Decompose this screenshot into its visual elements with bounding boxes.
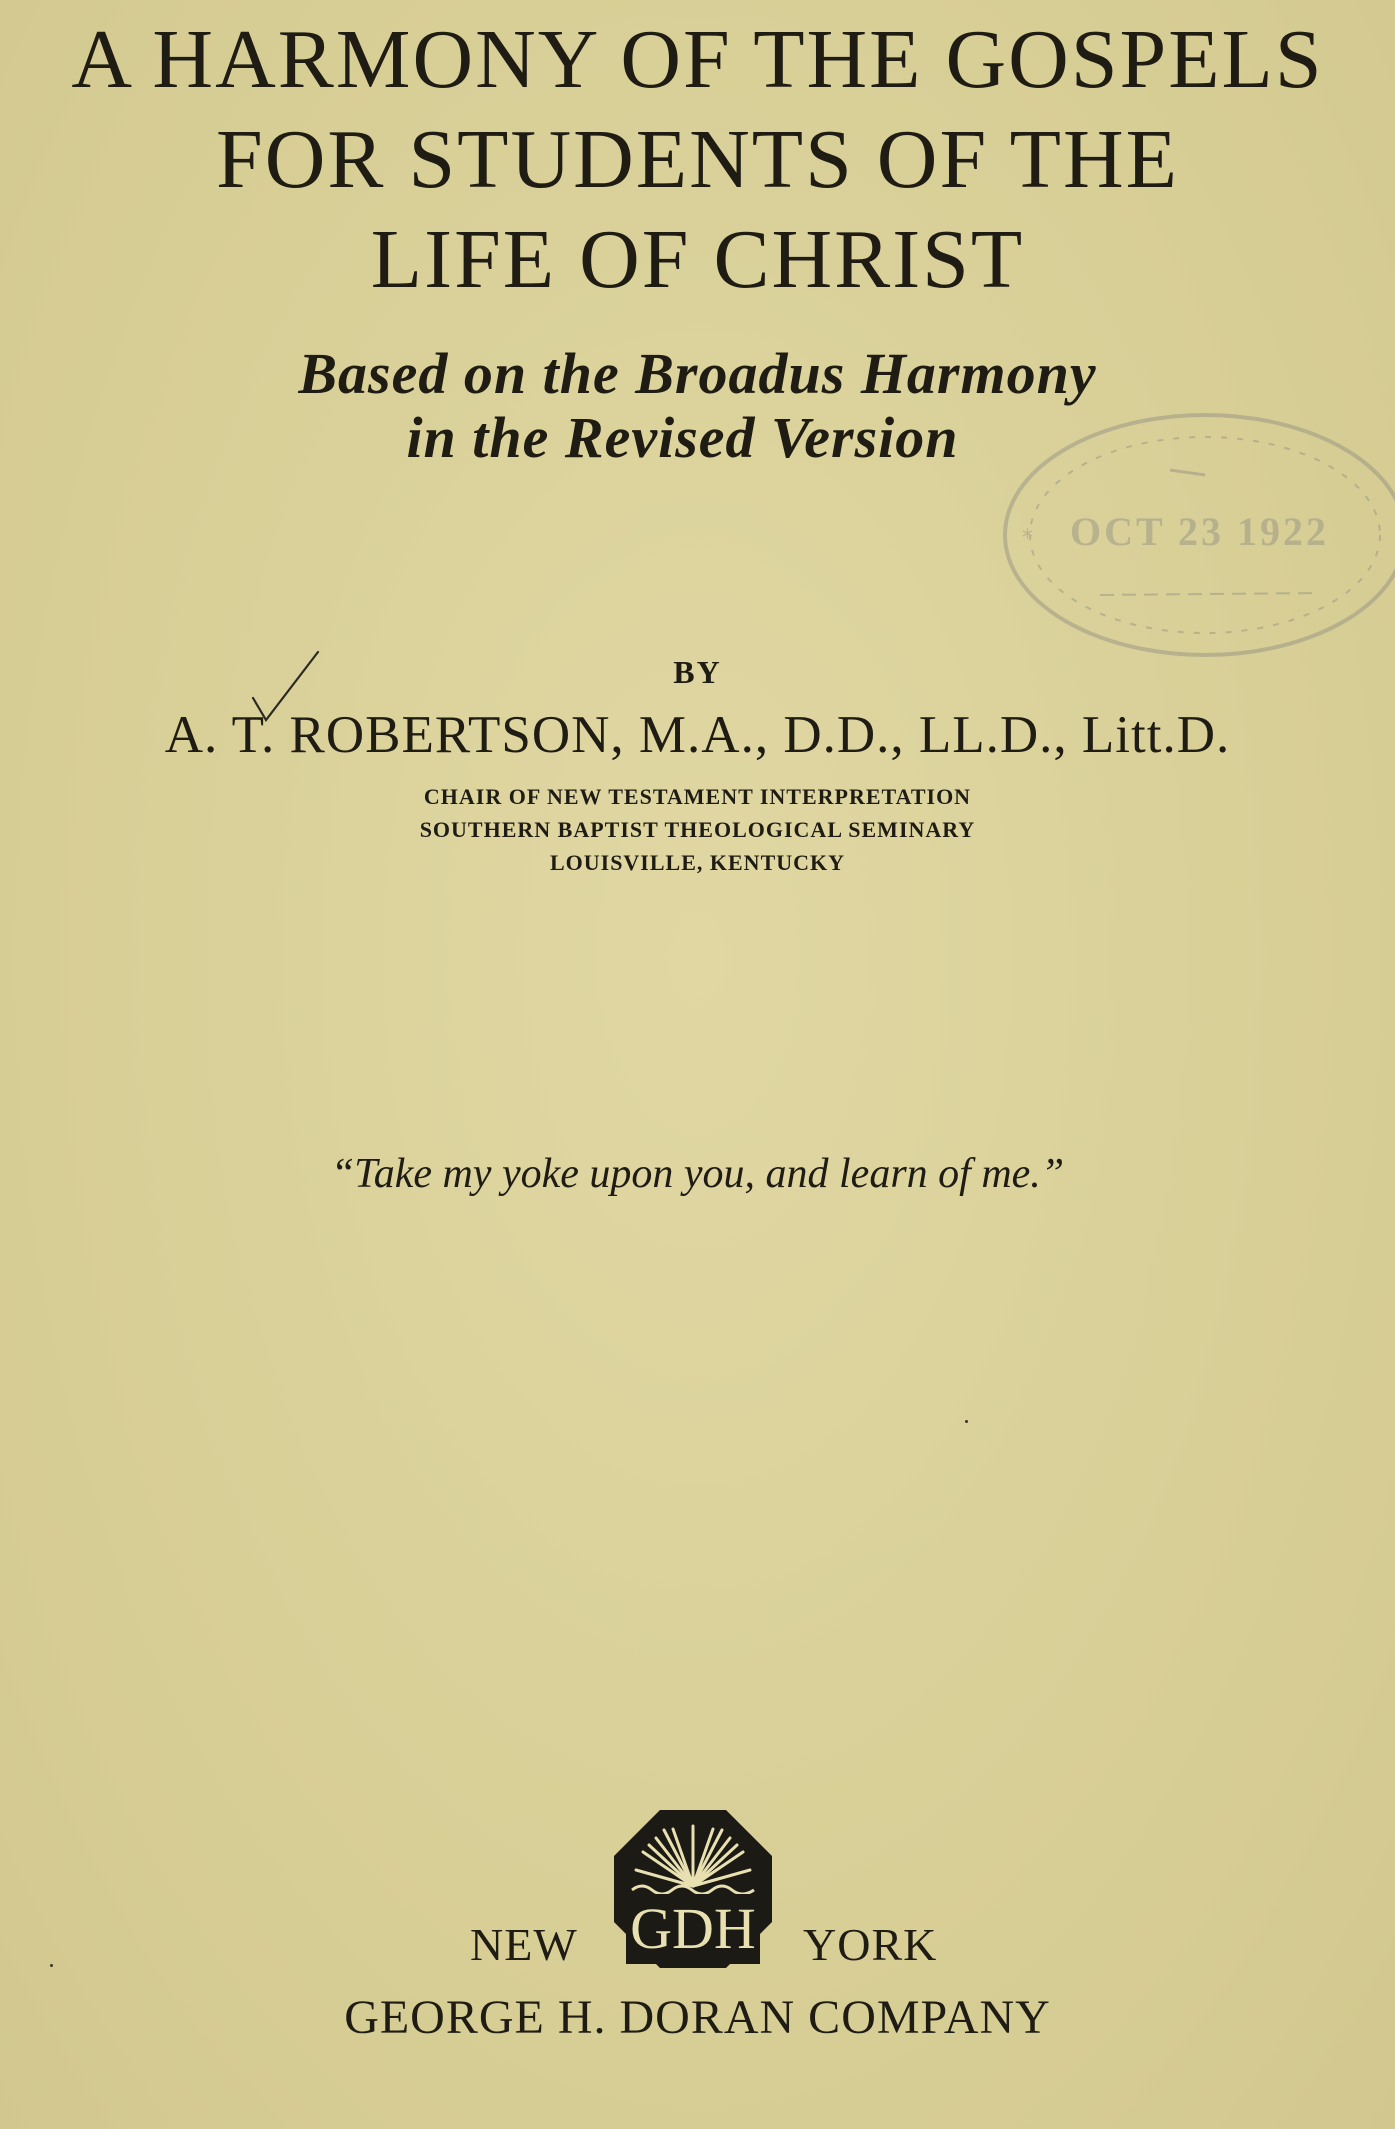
author-affiliation xyxy=(0,780,1395,879)
paper-speck xyxy=(965,1420,968,1423)
publisher-name: GEORGE H. DORAN COMPANY xyxy=(344,1991,1051,2044)
book-title-line-1: A HARMONY OF THE GOSPELS xyxy=(71,13,1324,106)
byline: BY xyxy=(673,654,722,690)
book-subtitle-line-1: Based on the Broadus Harmony xyxy=(298,341,1097,406)
imprint xyxy=(0,1808,1395,1968)
svg-text:*: * xyxy=(1022,526,1033,551)
affiliation-line-1: CHAIR OF NEW TESTAMENT INTERPRETATION xyxy=(423,784,972,809)
book-title-line-3: LIFE OF CHRIST xyxy=(370,213,1025,306)
logo-letters: GDH xyxy=(630,1896,756,1961)
publisher-logo-icon xyxy=(612,1808,774,1970)
book-subtitle-line-2: in the Revised Version xyxy=(406,405,959,470)
book-title xyxy=(0,10,1395,310)
imprint-city-left: NEW xyxy=(470,1919,578,1970)
epigraph: “Take my yoke upon you, and learn of me.” xyxy=(330,1151,1065,1197)
affiliation-line-3: LOUISVILLE, KENTUCKY xyxy=(549,850,846,875)
stamp-date: OCT 23 1922 xyxy=(1070,509,1329,554)
paper-speck xyxy=(50,1964,53,1967)
library-stamp xyxy=(990,385,1395,695)
author-name: A. T. ROBERTSON, M.A., D.D., LL.D., Litt.D. xyxy=(164,706,1231,764)
imprint-city-right: YORK xyxy=(803,1919,938,1970)
book-title-line-2: FOR STUDENTS OF THE xyxy=(216,113,1179,206)
affiliation-line-2: SOUTHERN BAPTIST THEOLOGICAL SEMINARY xyxy=(419,817,976,842)
